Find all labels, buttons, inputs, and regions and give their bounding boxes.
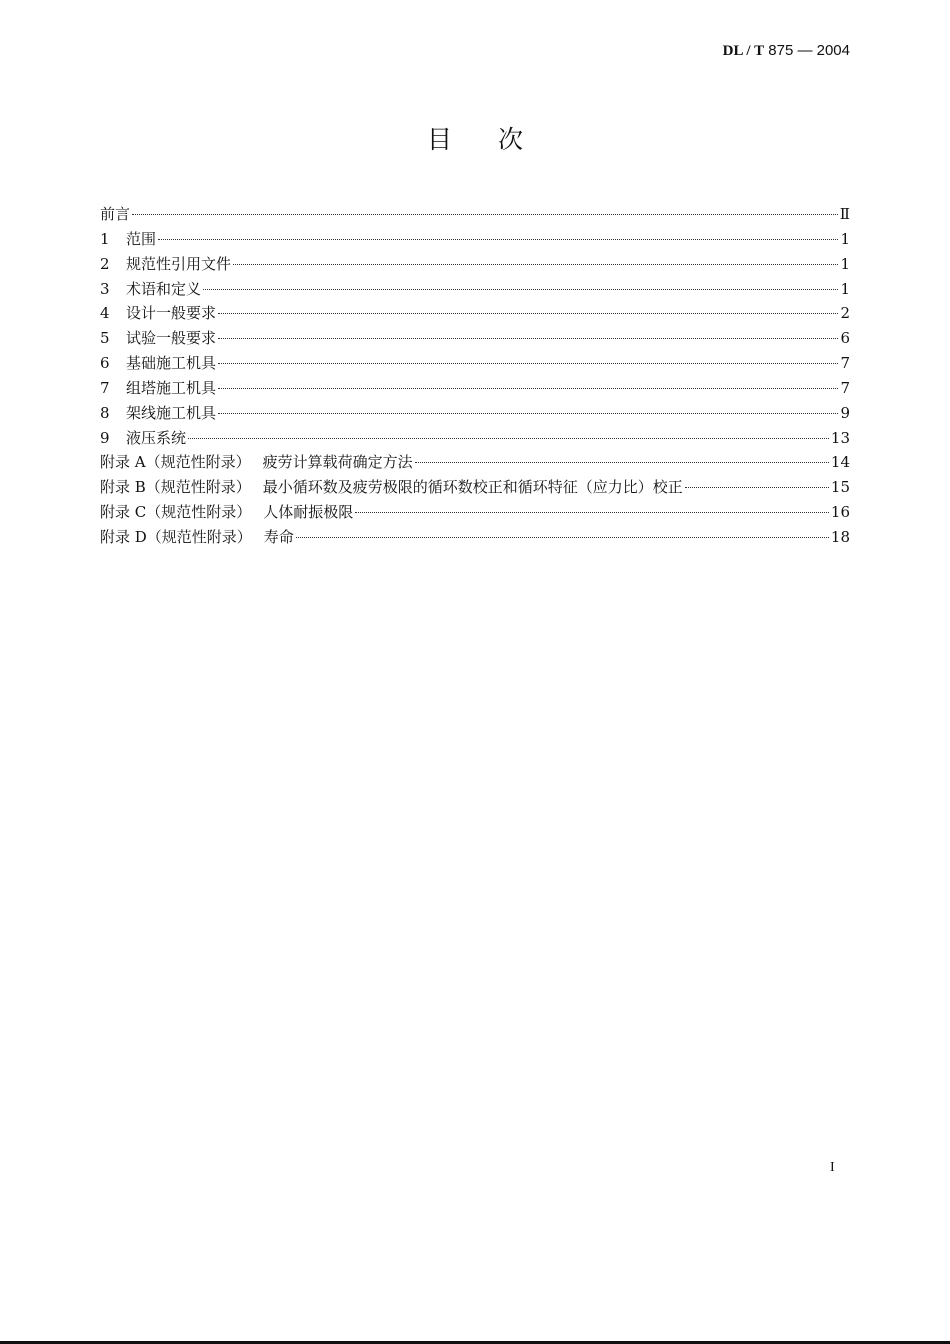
toc-number: 6 [100, 354, 110, 373]
table-of-contents [100, 202, 850, 550]
toc-label: 前言 [100, 205, 131, 223]
toc-leader [132, 213, 838, 215]
toc-entry-appendix-c[interactable] [100, 500, 850, 525]
toc-label: 范围 [126, 229, 157, 248]
toc-leader [158, 238, 838, 240]
appendix-title: 疲劳计算载荷确定方法 [262, 453, 413, 472]
toc-leader [188, 437, 829, 439]
toc-entry-5[interactable] [100, 326, 850, 351]
toc-page: 9 [840, 403, 850, 422]
toc-entry-3[interactable] [100, 277, 850, 302]
toc-entry-6[interactable] [100, 351, 850, 376]
appendix-prefix: 附录 A（规范性附录） [100, 453, 251, 472]
toc-leader [218, 312, 838, 314]
toc-leader [233, 263, 838, 265]
toc-page: 15 [830, 478, 850, 497]
toc-leader [355, 511, 829, 513]
toc-leader [218, 337, 838, 339]
toc-number: 1 [100, 229, 110, 248]
appendix-prefix: 附录 D（规范性附录） [100, 527, 252, 546]
toc-leader [415, 461, 829, 463]
toc-number: 4 [100, 304, 110, 323]
appendix-prefix: 附录 B（规范性附录） [100, 478, 251, 497]
appendix-title: 寿命 [263, 527, 294, 546]
toc-number: 5 [100, 329, 110, 348]
toc-page: 13 [830, 428, 850, 447]
toc-entry-7[interactable] [100, 376, 850, 401]
appendix-title: 最小循环数及疲劳极限的循环数校正和循环特征（应力比）校正 [262, 478, 683, 497]
toc-number: 8 [100, 403, 110, 422]
toc-entry-1[interactable] [100, 227, 850, 252]
toc-label: 规范性引用文件 [126, 254, 232, 273]
standard-number: 875 — 2004 [768, 42, 850, 59]
toc-leader [685, 486, 829, 488]
toc-page: 7 [840, 354, 850, 373]
toc-label: 组塔施工机具 [126, 378, 217, 397]
appendix-prefix: 附录 C（规范性附录） [100, 503, 252, 522]
toc-label [100, 450, 413, 475]
toc-page: 1 [840, 254, 850, 273]
document-header [723, 42, 850, 60]
toc-leader [203, 288, 838, 290]
toc-label: 架线施工机具 [126, 403, 217, 422]
toc-number: 7 [100, 378, 110, 397]
toc-entry-4[interactable] [100, 301, 850, 326]
standard-code: DL / T [722, 43, 765, 59]
page-number: I [830, 1160, 835, 1175]
toc-number: 2 [100, 254, 110, 273]
toc-label: 基础施工机具 [126, 354, 217, 373]
toc-leader [218, 387, 838, 389]
toc-label: 设计一般要求 [126, 304, 217, 323]
toc-leader [218, 412, 838, 414]
toc-label [100, 525, 294, 550]
toc-entry-appendix-d[interactable] [100, 525, 850, 550]
page-title: 目次 [426, 125, 569, 154]
toc-page: 18 [830, 527, 850, 546]
appendix-title: 人体耐振极限 [263, 503, 354, 522]
toc-label [100, 475, 683, 500]
toc-entry-appendix-a[interactable] [100, 450, 850, 475]
toc-number: 9 [100, 428, 110, 447]
toc-number: 3 [100, 279, 110, 298]
toc-page: 1 [840, 279, 850, 298]
toc-label: 液压系统 [126, 428, 187, 447]
toc-page: Ⅱ [839, 205, 850, 223]
toc-page: 2 [840, 304, 850, 323]
toc-label: 术语和定义 [126, 279, 202, 298]
toc-entry-foreword[interactable] [100, 202, 850, 227]
toc-page: 14 [830, 453, 850, 472]
toc-entry-9[interactable] [100, 426, 850, 451]
toc-leader [218, 362, 838, 364]
toc-leader [296, 536, 829, 538]
toc-entry-appendix-b[interactable] [100, 475, 850, 500]
toc-page: 1 [840, 229, 850, 248]
toc-page: 16 [830, 503, 850, 522]
toc-label: 试验一般要求 [126, 329, 217, 348]
toc-page: 6 [840, 329, 850, 348]
toc-label [100, 500, 353, 525]
toc-entry-2[interactable] [100, 252, 850, 277]
toc-page: 7 [840, 378, 850, 397]
toc-entry-8[interactable] [100, 401, 850, 426]
